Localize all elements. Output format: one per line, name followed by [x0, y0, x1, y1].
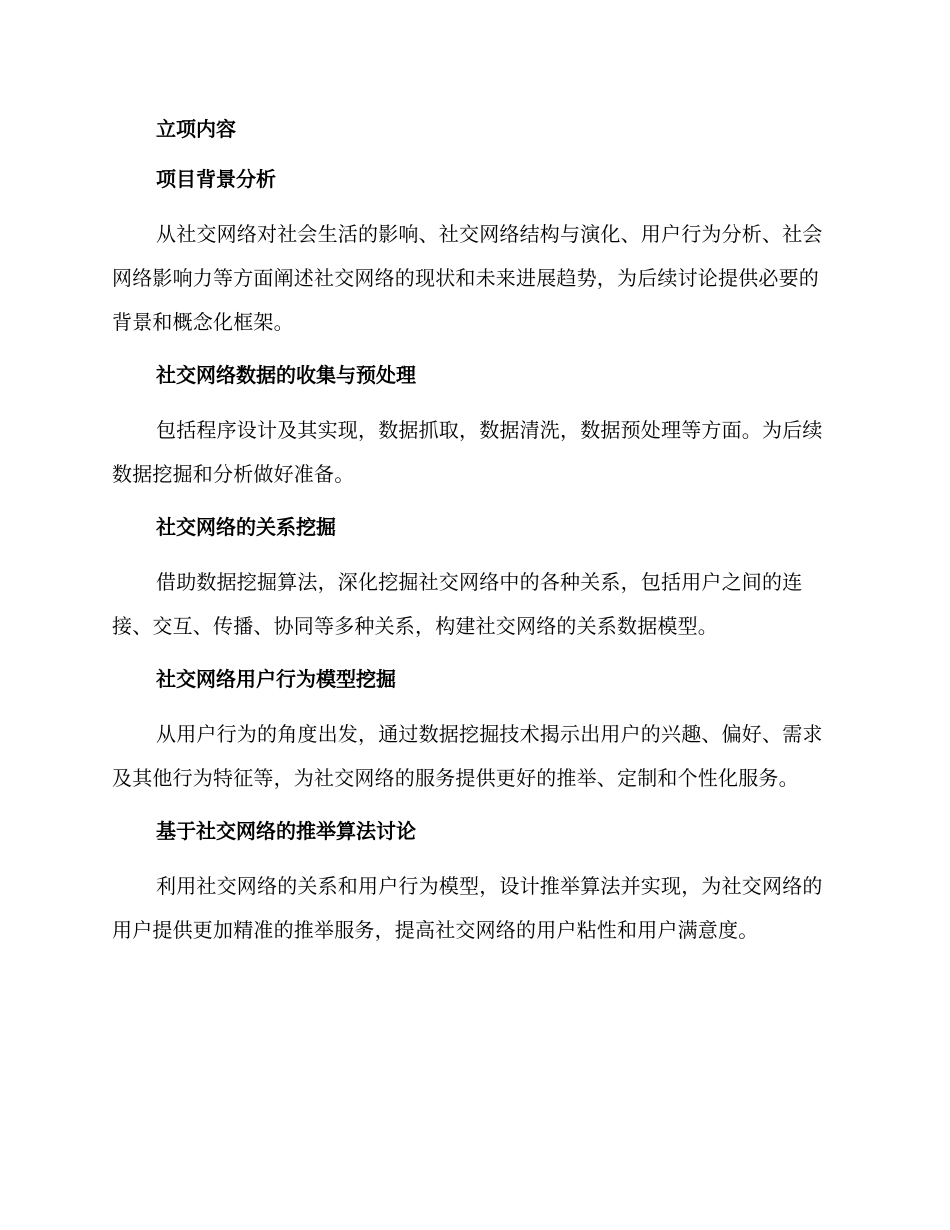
section-heading-recommendation: 基于社交网络的推举算法讨论 — [156, 819, 416, 843]
section-body-recommendation: 利用社交网络的关系和用户行为模型，设计推举算法并实现，为社交网络的用户提供更加精准的推举服务，提高社交网络的用户粘性和用户满意度。 — [112, 874, 823, 942]
section-body-user-behavior: 从用户行为的角度出发，通过数据挖掘技术揭示出用户的兴趣、偏好、需求及其他行为特征等，为社交网络的服务提供更好的推举、定制和个性化服务。 — [112, 722, 823, 790]
section-body-background: 从社交网络对社会生活的影响、社交网络结构与演化、用户行为分析、社会网络影响力等方面阐述社交网络的现状和未来进展趋势，为后续讨论提供必要的背景和概念化框架。 — [112, 222, 823, 334]
section-heading-background: 项目背景分析 — [156, 167, 276, 191]
document-content — [112, 112, 832, 952]
section-body-relation-mining: 借助数据挖掘算法，深化挖掘社交网络中的各种关系，包括用户之间的连接、交互、传播、协同等多种关系，构建社交网络的关系数据模型。 — [112, 570, 803, 638]
section-heading-relation-mining: 社交网络的关系挖掘 — [156, 515, 336, 539]
document-title: 立项内容 — [156, 117, 236, 141]
section-heading-user-behavior: 社交网络用户行为模型挖掘 — [156, 667, 396, 691]
section-body-data-collection: 包括程序设计及其实现，数据抓取，数据清洗，数据预处理等方面。为后续数据挖掘和分析做好准备。 — [112, 418, 823, 486]
section-heading-data-collection: 社交网络数据的收集与预处理 — [156, 363, 416, 387]
